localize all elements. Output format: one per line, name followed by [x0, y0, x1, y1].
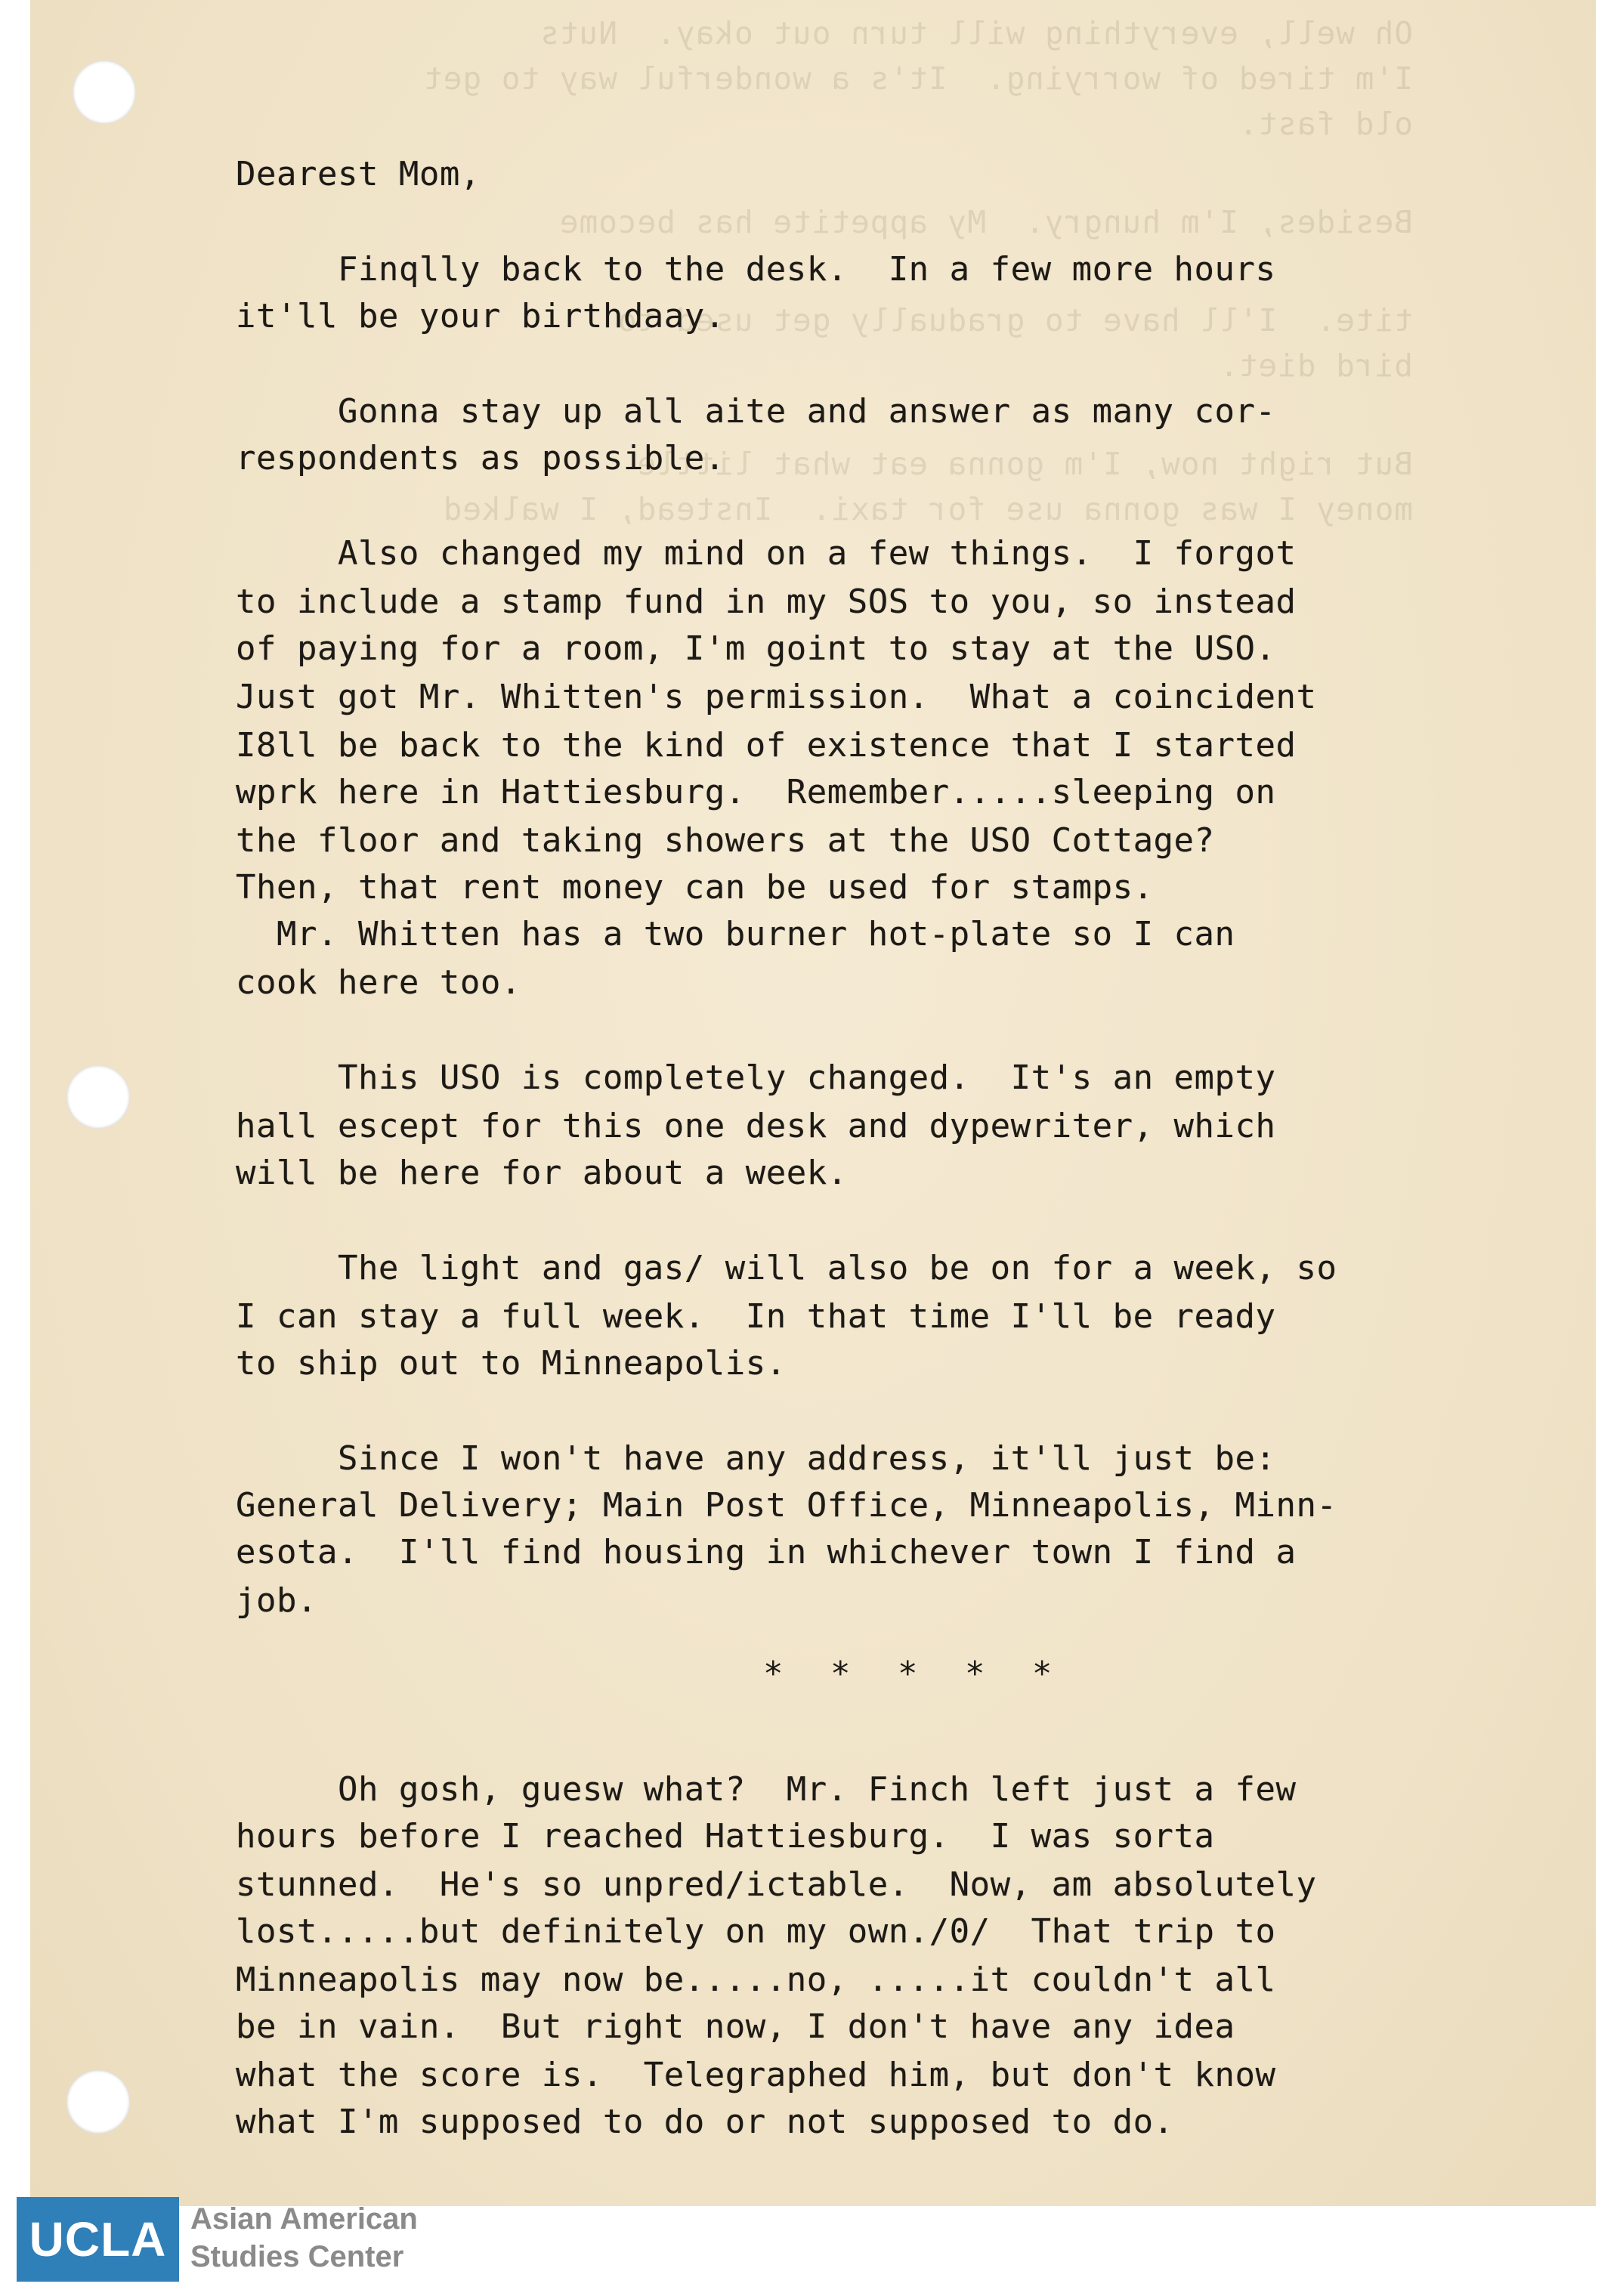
- body-line: Mr. Whitten has a two burner hot-plate so I can: [236, 915, 1235, 953]
- body-line: Gonna stay up all aite and answer as many cor-: [236, 392, 1276, 431]
- punch-hole-middle: [66, 1065, 130, 1129]
- body-line: General Delivery; Main Post Office, Minneapolis, Minn-: [236, 1486, 1337, 1525]
- show-through-text: But right now, I'm gonna eat what little: [636, 446, 1413, 482]
- show-through-text: Oh well, everything will turn out okay. Nuts: [539, 15, 1413, 51]
- body-line: Also changed my mind on a few things. I forgot: [236, 534, 1297, 573]
- body-line: the floor and taking showers at the USO Cottage?: [236, 821, 1215, 860]
- salutation: Dearest Mom,: [236, 155, 481, 193]
- body-line: lost.....but definitely on my own./0/ That trip to: [236, 1912, 1276, 1951]
- center-name-line2: Studies Center: [190, 2240, 404, 2273]
- body-line: to ship out to Minneapolis.: [236, 1344, 787, 1383]
- body-line: Finqlly back to the desk. In a few more hours: [236, 250, 1276, 289]
- show-through-text: bird diet.: [1219, 348, 1413, 384]
- section-separator: * * * * *: [763, 1655, 1066, 1693]
- punch-hole-bottom: [66, 2070, 130, 2134]
- punch-hole-top: [73, 60, 136, 124]
- show-through-text: Besides, I'm hungry. My appetite has become: [558, 204, 1413, 240]
- body-line: what I'm supposed to do or not supposed to do.: [236, 2103, 1174, 2141]
- body-line: Since I won't have any address, it'll just be:: [236, 1439, 1276, 1478]
- show-through-text: money I was gonna use for taxi. Instead, I walked: [442, 491, 1413, 527]
- body-line: This USO is completely changed. It's an empty: [236, 1058, 1276, 1097]
- show-through-text: tite. I'll have to gradually get used to: [617, 302, 1413, 338]
- body-line: respondents as possible.: [236, 439, 725, 477]
- center-name: [190, 2200, 418, 2276]
- body-line: esota. I'll find housing in whichever town I find a: [236, 1533, 1297, 1571]
- body-line: hours before I reached Hattiesburg. I was sorta: [236, 1817, 1215, 1856]
- ucla-logo: UCLA: [17, 2197, 179, 2282]
- body-line: what the score is. Telegraphed him, but don't know: [236, 2056, 1276, 2094]
- body-line: to include a stamp fund in my SOS to you, so instead: [236, 582, 1297, 621]
- body-line: wprk here in Hattiesburg. Remember.....sleeping on: [236, 773, 1276, 811]
- center-name-line1: Asian American: [190, 2202, 418, 2236]
- show-through-text: I'm tired of worrying. It's a wonderful way to get: [423, 60, 1413, 97]
- body-line: cook here too.: [236, 963, 521, 1002]
- body-line: job.: [236, 1581, 317, 1620]
- body-line: Just got Mr. Whitten's permission. What a coincident: [236, 678, 1317, 716]
- body-line: hall escept for this one desk and dypewriter, which: [236, 1107, 1276, 1145]
- body-line: be in vain. But right now, I don't have any idea: [236, 2007, 1235, 2046]
- body-line: of paying for a room, I'm goint to stay at the USO.: [236, 629, 1276, 668]
- show-through-text: old fast.: [1238, 106, 1413, 142]
- body-line: I8ll be back to the kind of existence that I started: [236, 726, 1297, 765]
- body-line: Minneapolis may now be.....no, .....it couldn't all: [236, 1961, 1276, 1999]
- body-line: it'll be your birthdaay.: [236, 297, 725, 335]
- body-line: Oh gosh, guesw what? Mr. Finch left just a few: [236, 1770, 1297, 1809]
- body-line: The light and gas/ will also be on for a week, so: [236, 1249, 1337, 1287]
- body-line: I can stay a full week. In that time I'll be ready: [236, 1297, 1276, 1336]
- body-line: Then, that rent money can be used for stamps.: [236, 868, 1154, 907]
- body-line: will be here for about a week.: [236, 1154, 848, 1192]
- body-line: stunned. He's so unpred/ictable. Now, am absolutely: [236, 1865, 1317, 1904]
